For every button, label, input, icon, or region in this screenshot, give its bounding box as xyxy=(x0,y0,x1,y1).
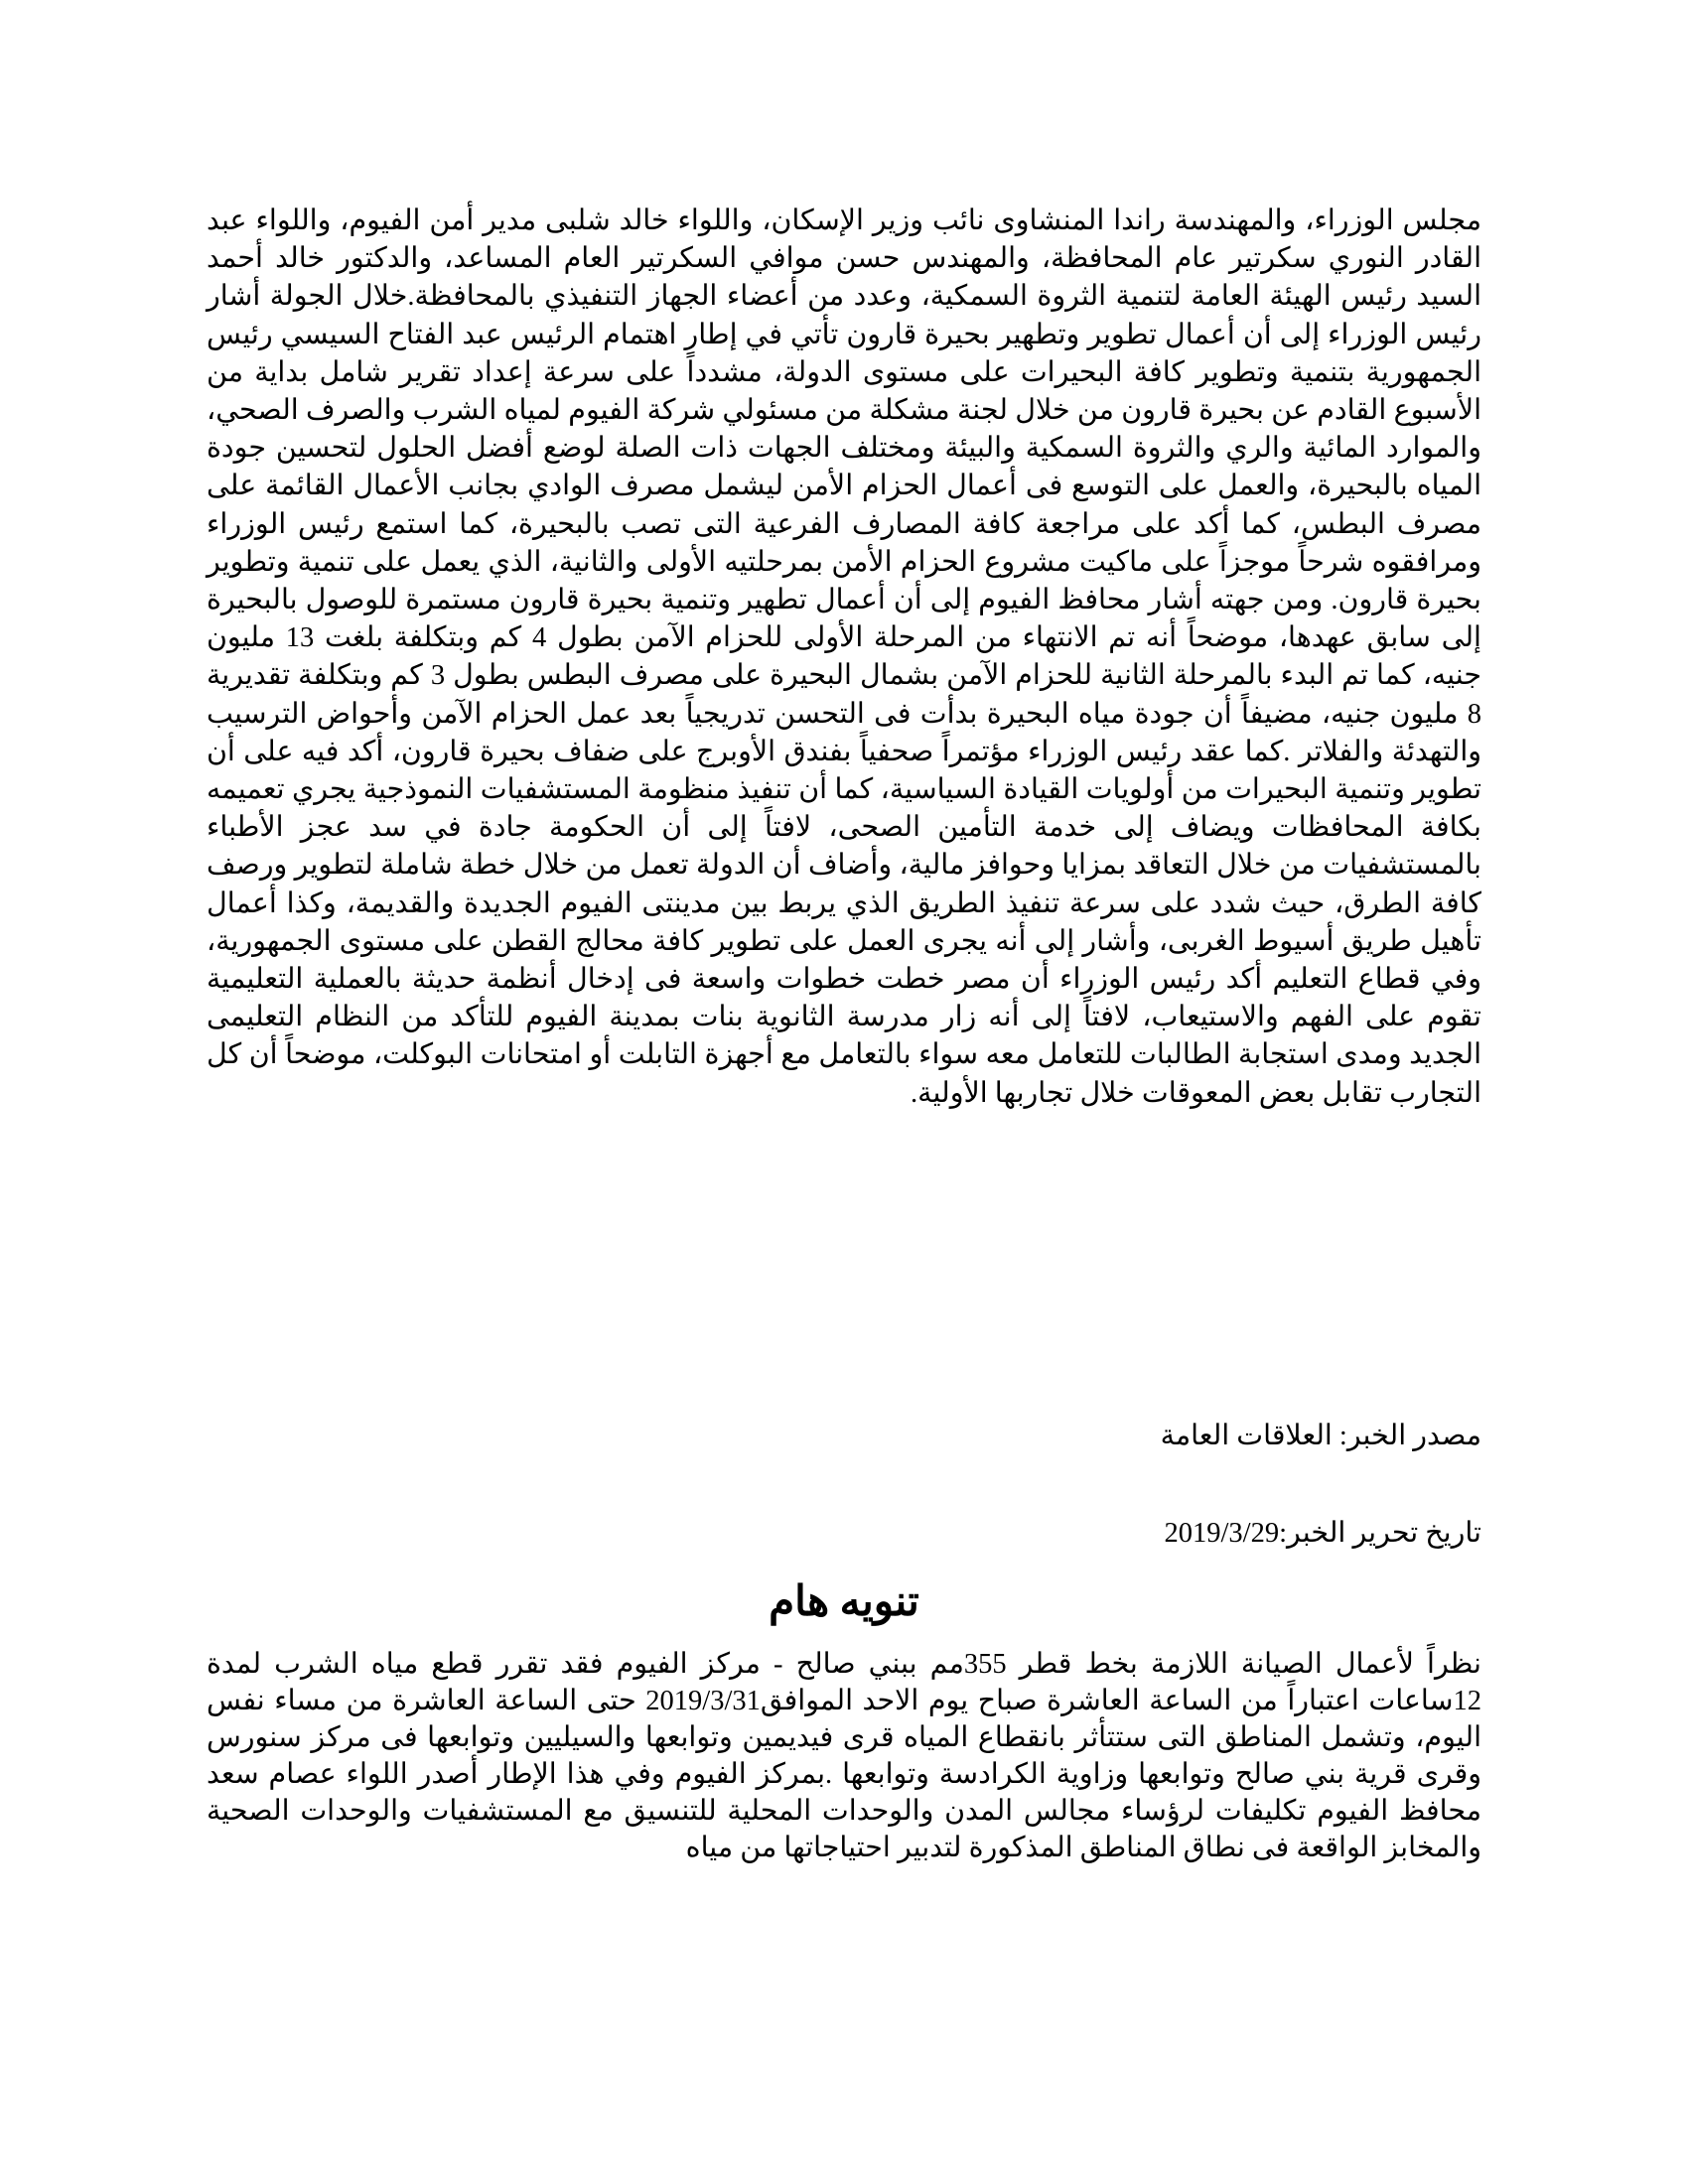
notice-heading: تنويه هام xyxy=(769,1579,919,1625)
news-source-line: مصدر الخبر: العلاقات العامة xyxy=(1160,1421,1481,1451)
article-paragraph: مجلس الوزراء، والمهندسة راندا المنشاوى نائب وزير الإسكان، واللواء خالد شلبى مدير أمن الفيوم، واللواء عبد القادر النوري سكرتير عام المحافظة، والمهندس حسن موافي السكرتير العام المساعد، والدكتور خالد أحمد السيد رئيس الهيئة العامة لتنمية الثروة السمكية، وعدد من أعضاء الجهاز التنفيذي بالمحافظة.خلال الجولة أشار رئيس الوزراء إلى أن أعمال تطوير وتطهير بحيرة قارون تأتي في إطار اهتمام الرئيس عبد الفتاح السيسي رئيس الجمهورية بتنمية وتطوير كافة البحيرات على مستوى الدولة، مشدداً على سرعة إعداد تقرير شامل بداية من الأسبوع القادم عن بحيرة قارون من خلال لجنة مشكلة من مسئولي شركة الفيوم لمياه الشرب والصرف الصحي، والموارد المائية والري والثروة السمكية والبيئة ومختلف الجهات ذات الصلة لوضع أفضل الحلول لتحسين جودة المياه بالبحيرة، والعمل على التوسع فى أعمال الحزام الأمن ليشمل مصرف الوادي بجانب الأعمال القائمة على مصرف البطس، كما أكد على مراجعة كافة المصارف الفرعية التى تصب بالبحيرة، كما استمع رئيس الوزراء ومرافقوه شرحاً موجزاً على ماكيت مشروع الحزام الأمن بمرحلتيه الأولى والثانية، الذي يعمل على تنمية وتطوير بحيرة قارون. ومن جهته أشار محافظ الفيوم إلى أن أعمال تطهير وتنمية بحيرة قارون مستمرة للوصول بالبحيرة إلى سابق عهدها، موضحاً أنه تم الانتهاء من المرحلة الأولى للحزام الآمن بطول 4 كم وبتكلفة بلغت 13 مليون جنيه، كما تم البدء بالمرحلة الثانية للحزام الآمن بشمال البحيرة على مصرف البطس بطول 3 كم وبتكلفة تقديرية 8 مليون جنيه، مضيفاً أن جودة مياه البحيرة بدأت فى التحسن تدريجياً بعد عمل الحزام الآمن وأحواض الترسيب والتهدئة والفلاتر .كما عقد رئيس الوزراء مؤتمراً صحفياً بفندق الأوبرج على ضفاف بحيرة قارون، أكد فيه على أن تطوير وتنمية البحيرات من أولويات القيادة السياسية، كما أن تنفيذ منظومة المستشفيات النموذجية يجري تعميمه بكافة المحافظات ويضاف إلى خدمة التأمين الصحى، لافتاً إلى أن الحكومة جادة في سد عجز الأطباء بالمستشفيات من خلال التعاقد بمزايا وحوافز مالية، وأضاف أن الدولة تعمل من خلال خطة شاملة لتطوير ورصف كافة الطرق، حيث شدد على سرعة تنفيذ الطريق الذي يربط بين مدينتى الفيوم الجديدة والقديمة، وكذا أعمال تأهيل طريق أسيوط الغربى، وأشار إلى أنه يجرى العمل على تطوير كافة محالج القطن على مستوى الجمهورية، وفي قطاع التعليم أكد رئيس الوزراء أن مصر خطت خطوات واسعة فى إدخال أنظمة حديثة بالعملية التعليمية تقوم على الفهم والاستيعاب، لافتاً إلى أنه زار مدرسة الثانوية بنات بمدينة الفيوم للتأكد من النظام التعليمى الجديد ومدى استجابة الطالبات للتعامل معه سواء بالتعامل مع أجهزة التابلت أو امتحانات البوكلت، موضحاً أن كل التجارب تقابل بعض المعوقات خلال تجاربها الأولية. xyxy=(207,205,1481,1109)
notice-paragraph: نظراً لأعمال الصيانة اللازمة بخط قطر 355مم ببني صالح - مركز الفيوم فقد تقرر قطع مياه الشرب لمدة 12ساعات اعتباراً من الساعة العاشرة صباح يوم الاحد الموافق2019/3/31 حتى الساعة العاشرة من مساء نفس اليوم، وتشمل المناطق التى ستتأثر بانقطاع المياه قرى فيديمين وتوابعها والسيليين وتوابعها فى مركز سنورس وقرى قرية بني صالح وتوابعها وزاوية الكرادسة وتوابعها .بمركز الفيوم وفي هذا الإطار أصدر اللواء عصام سعد محافظ الفيوم تكليفات لرؤساء مجالس المدن والوحدات المحلية للتنسيق مع المستشفيات والوحدات الصحية والمخابز الواقعة فى نطاق المناطق المذكورة لتدبير احتياجاتها من مياه xyxy=(207,1649,1481,1863)
article-body xyxy=(207,203,1481,1113)
news-date-line: تاريخ تحرير الخبر:2019/3/29 xyxy=(1164,1518,1481,1549)
